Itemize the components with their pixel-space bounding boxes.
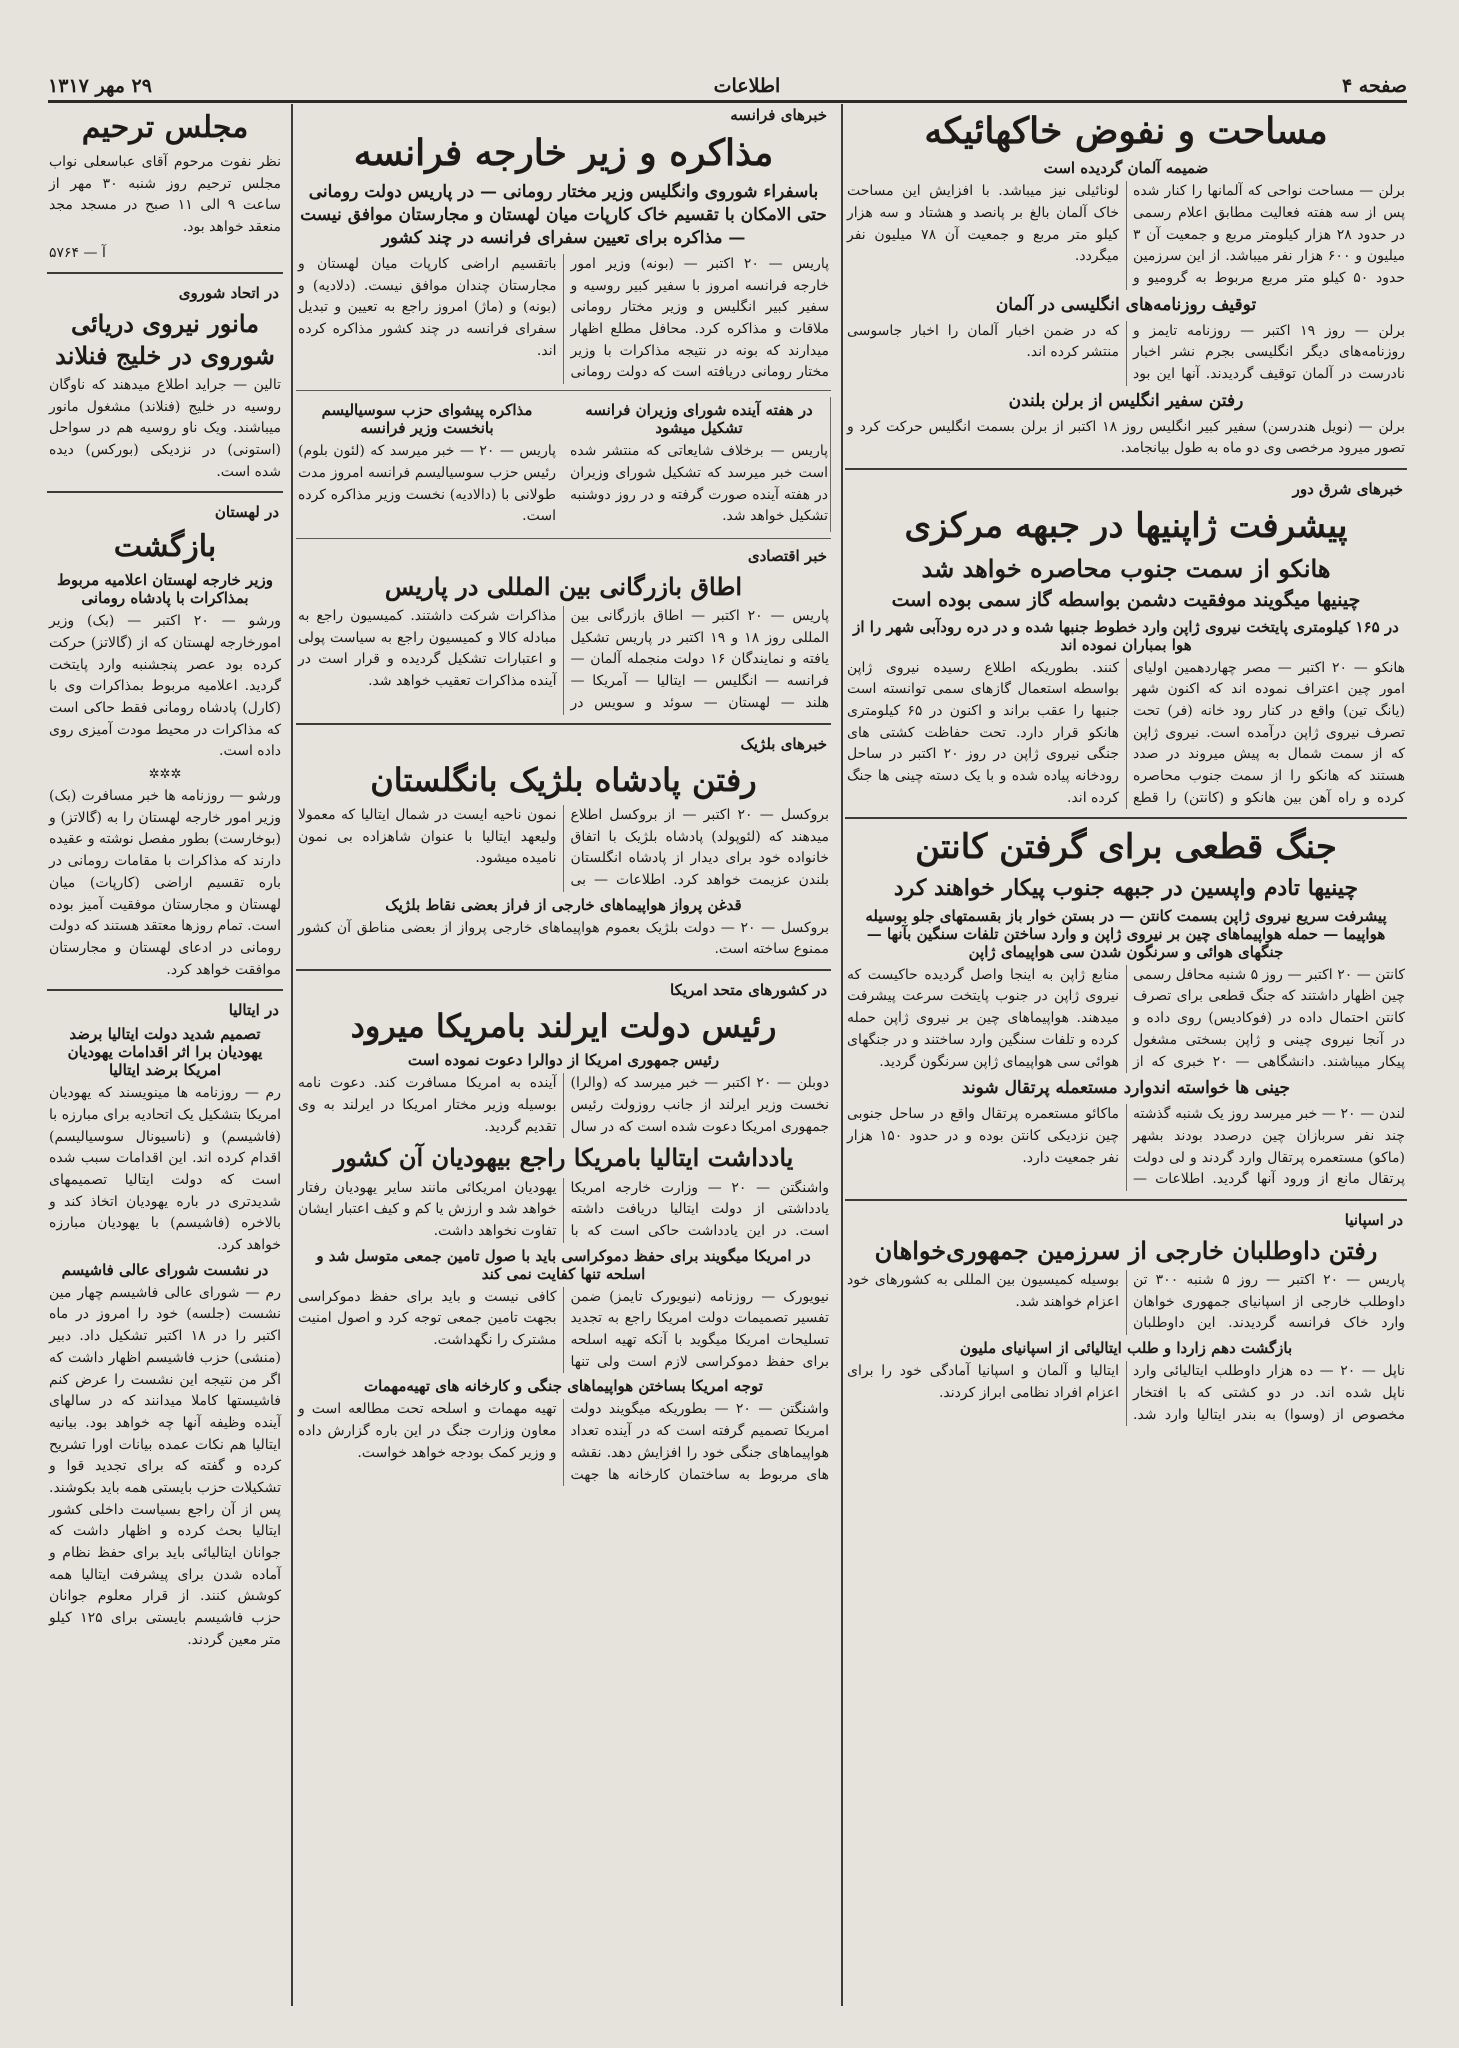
column-left <box>47 104 283 2006</box>
article-council-headline: در نشست شورای عالی فاشیسم <box>61 1260 269 1279</box>
divider <box>47 491 283 493</box>
issue-date: ۲۹ مهر ۱۳۱۷ <box>48 75 152 97</box>
article-italian-return-headline: بازگشت دهم زاردا و طلب ایتالیائی از اسپانیای ملیون <box>959 1339 1293 1358</box>
article-territory-subhead: ضمیمه آلمان گردیده است <box>1043 159 1209 178</box>
column-rule-2 <box>291 104 293 2006</box>
article-return-headline: بازگشت <box>113 529 217 565</box>
article-jews-body: رم — روزنامه ها مینویسند که یهودیان امریکا بتشکیل یک اتحادیه برای مبارزه با (فاشیسم) و (ناسیونال سوسیالیسم) اقدام کرده اند. این اقدامات سبب شده است که دولت ایتالیا تصمیمهای شدیدتری در باره یهودیان اتخاذ کند و بالاخره (فاشیسم) با یهودیان مبارزه خواهد کرد. <box>49 1085 281 1254</box>
article-flight-ban-body: بروکسل — ۲۰ — دولت بلژیک بعموم هواپیماهای خارجی پرواز از بعضی مناطق آن کشور ممنوع ساخته است. <box>298 919 829 958</box>
article-japan-advance-headline: پیشرفت ژاپنیها در جبهه مرکزی <box>904 505 1348 546</box>
page-number: صفحه ۴ <box>1341 75 1407 97</box>
article-italy-note-headline: یادداشت ایتالیا بامریکا راجع بیهودیان آن کشور <box>333 1143 794 1173</box>
notice-memorial-headline: مجلس ترحیم <box>81 110 249 145</box>
notice-memorial-code: آ — ۵۷۶۴ <box>49 244 106 261</box>
article-newspaper-ban-headline: توقیف روزنامه‌های انگلیسی در آلمان <box>995 294 1257 315</box>
article-ambassador-body: برلن — (نویل هندرسن) سفیر کبیر انگلیس روز ۱۸ اکتبر از برلن بسمت انگلیس حرکت کرد و تصور میرود مرخصی وی دو ماه به طول بیانجامد. <box>847 418 1405 457</box>
section-poland: در لهستان <box>214 503 279 522</box>
section-belgium: خبرهای بلژیک <box>740 734 827 753</box>
article-cabinet-body: پاریس — برخلاف شایعاتی که منتشر شده است خبر میرسد که تشکیل شورای وزیران در هفته آینده صورت گرفته و در روز دوشنبه تشکیل خواهد شد. <box>570 443 828 525</box>
newspaper-name: اطلاعات <box>713 75 781 97</box>
article-canton-subhead-1: چینیها تادم واپسین در جبهه جنوب پیکار خواهند کرد <box>893 875 1359 902</box>
section-spain: در اسپانیا <box>1344 1210 1403 1229</box>
divider <box>47 989 283 991</box>
divider <box>296 390 831 391</box>
article-flight-ban-headline: قدغن پرواز هواپیماهای خارجی از فراز بعضی نقاط بلژیک <box>385 895 742 914</box>
section-france: خبرهای فرانسه <box>730 106 827 124</box>
section-far-east: خبرهای شرق دور <box>1292 479 1403 498</box>
divider <box>845 817 1407 819</box>
article-italian-return-body: ناپل — ۲۰ — ده هزار داوطلب ایتالیائی وارد ناپل شده اند. در دو کشتی که با افتخار مخصوص از (وسوا) به بندر ایتالیا وارد شد. ایتالیا و آلمان و اسپانیا آمادگی خود را برای اعزام افراد نظامی ابراز کردند. <box>847 1363 1406 1423</box>
article-return-body: ورشو — ۲۰ اکتبر — (بک) وزیر امورخارجه لهستان که از (گالاتز) حرکت کرده بود عصر پنجشنبه وارد پایتخت گردید. اعلامیه مربوط بمذاکرات وی با (کارل) پادشاه رومانی فقط حاکی است که مذاکرات در محیط مودت آمیزی روی داده است. <box>49 613 281 760</box>
article-japan-advance-subhead-3: در ۱۶۵ کیلومتری پایتخت نیروی ژاپن وارد خطوط جنبها شده و در دره رودآبی شهر را از هوا بمباران نموده اند <box>853 617 1399 654</box>
divider <box>296 723 831 725</box>
article-aircraft-body: واشنگتن — ۲۰ — بطوریکه میگویند دولت امریکا تصمیم گرفته است که در آینده تعداد هواپیماهای جنگی خود را افزایش دهد. نقشه های مربوط به ساختمان کارخانه ها جهت تهیه مهمات و اسلحه تحت مطالعه است و معاون وزارت جنگ در این باره گزارش داده و وزیر کمک بودجه خواهد خواست. <box>298 1401 829 1483</box>
article-jews-headline: تصمیم شدید دولت ایتالیا برضد یهودیان برا اثر اقدامات یهودیان امریکا برضد ایتالیا <box>67 1025 263 1080</box>
article-macau-headline: جینی ها خواسته اندوارد مستعمله پرتقال شوند <box>961 1078 1290 1099</box>
article-naval-body: تالین — جراید اطلاع میدهند که ناوگان روسیه در خلیج (فنلاند) مشغول مانور میباشند. ویک ناو روسیه هم در سواحل (استونی) در نزدیکی (بورکس) دیده شده است. <box>49 376 281 480</box>
masthead <box>48 72 1407 103</box>
article-japan-advance-body: هانکو — ۲۰ اکتبر — مصر چهاردهمین اولیای امور چین اعتراف نموده اند که اکنون شهر (یانگ تین) واقع در کنار رود خانه (فر) تحت تصرف نیروی ژاپن درآمده است. نیروی ژاپن که از سمت شمال به پیش میروند در صدد هستند که هانکو را از سمت جنوب محاصره کرده و راه آهن بین هانکو و (کانتن) را قطع کنند. بطوریکه اطلاع رسیده نیروی ژاپن بواسطه استعمال گازهای سمی توانسته است جنبها را عقب براند و اکنون در ۶۵ کیلومتری هانکو قرار دارد. تحت حفاظت کشتی های جنگی نیروی ژاپن در روز ۲۰ اکتبر در ساحل رودخانه پیاده شده و با یک دسته چینی ها جنگ کرده اند. <box>847 659 1405 806</box>
notice-memorial-body: نظر نفوت مرحوم آقای عباسعلی نواب مجلس ترحیم روز شنبه ۳۰ مهر از ساعت ۹ الی ۱۱ صبح در مسجد مجد منعقد خواهد بود. <box>49 154 282 236</box>
divider <box>845 1199 1407 1201</box>
article-territory-body: برلن — مساحت نواحی که آلمانها را کنار شده پس از سه هفته فعالیت مطابق اعلام رسمی در حدود ۲۸ هزار کیلومتر مربع و جمعیت آن ۳ میلیون و ۶۰۰ هزار نفر میباشد. از این سرزمین حدود ۵۰ کیلو متر مربع مربوط به گرومیو و لونائیلی نیز میباشد. با افزایش این مساحت خاک آلمان بالغ بر پانصد و هشتاد و سه هزار کیلو متر مربع و جمعیت آن ۷۸ میلیون نفر میگردد. <box>847 183 1405 286</box>
article-democracy-body: نیویورک — روزنامه (نیویورک تایمز) ضمن تفسیر تصمیمات دولت امریکا راجع به تجدید تسلیحات امریکا میگوید با آنکه تهیه اسلحه برای حفظ دموکراسی لازم است ولی تنها کافی نیست و باید برای حفظ دموکراسی بجهت تامین جمعی توجه کرد و اصول امنیت مشترک را نگهداشت. <box>298 1288 829 1370</box>
divider <box>47 272 283 274</box>
article-democracy-headline: در امریکا میگویند برای حفظ دموکراسی باید با صول تامین جمعی متوسل شد و اسلحه تنها کفایت نمی کند <box>316 1246 811 1283</box>
article-ireland-subhead: رئیس جمهوری امریکا از دوالرا دعوت نموده است <box>407 1051 720 1070</box>
section-italy: در ایتالیا <box>228 1001 279 1020</box>
article-chamber-headline: اطاق بازرگانی بین المللی در پاریس <box>384 571 743 601</box>
divider <box>845 468 1407 470</box>
article-canton-body: کانتن — ۲۰ اکتبر — روز ۵ شنبه محافل رسمی چین اظهار داشتند که جنگ قطعی برای تصرف کانتن احتمال داده در (فوکادیس) روی داده و در آنجا نیروی چینی و ژاپن بسختی مشغول پیکار میباشند. دانشگاهی — ۲۰ خبری که از منابع ژاپن به اینجا واصل گردیده حاکیست که نیروی ژاپن در جنوب پایتخت سرعت پیشرفت میدهند. هواپیماهای چین بر نیروی ژاپن حمله کرده و تلفات سنگین وارد ساختند و در جنگهای هوائی سی هواپیمای ژاپن سرنگون گردید. <box>847 966 1406 1070</box>
article-council-body: رم — شورای عالی فاشیسم چهار مین نشست (جلسه) خود را امروز در ماه اکتبر را در ۱۸ اکتبر تشکیل داد. دبیر (منشی) حزب فاشیسم اظهار داشت که اگر من نتیجه این نشست را عرض کنم فاشیستها کاملا میدانند که در سالهای آینده وظیفه آنها چه خواهد بود. بیانیه ایتالیا هم نکات عمده بیانات اورا تشریح کرده و گفته که برای تجدید قوا و تشکیلات حزب بایستی همه باید بکوشند. پس از آن راجع بسیاست داخلی کشور ایتالیا بحث کرده و اظهار داشت که جوانان ایتالیائی باید برای حفظ نظام و آماده شدن برای پیشرفت ایتالیا همه کوشش کنند. از قرار معلوم جوانان حزب فاشیسم بایستی برای ۱۲۵ کیلو متر معین گردند. <box>49 1284 281 1648</box>
divider <box>296 969 831 971</box>
article-king-headline: رفتن پادشاه بلژیک بانگلستان <box>370 760 757 799</box>
article-return-body-2: ورشو — روزنامه ها خبر مسافرت (بک) وزیر امور خارجه لهستان را به (گالاتز) و (بوخارست) بطور مفصل نوشته و عقیده دارند که مذاکرات با مقامات رومانی در باره تقسیم اراضی (کارپات) میان لهستان و مجارستان موفقیت آمیز بوده است. تمام روزها معتقد هستند که دولت رومانی در ادعای لهستان و مجارستان موافقت خواهد کرد. <box>49 788 281 978</box>
article-cabinet-headline: در هفته آینده شورای وزیران فرانسه تشکیل میشود <box>585 401 813 438</box>
article-ireland-headline: رئیس دولت ایرلند بامریکا میرود <box>350 1007 777 1046</box>
article-ambassador-headline: رفتن سفیر انگلیس از برلن بلندن <box>1008 390 1244 411</box>
article-volunteers-headline: رفتن داوطلبان خارجی از سرزمین جمهوری‌خواهان <box>874 1235 1378 1265</box>
section-economy: خبر اقتصادی <box>747 546 827 565</box>
article-canton-headline: جنگ قطعی برای گرفتن کانتن <box>915 827 1337 868</box>
article-fm-talks-subhead: باسفراء شوروی وانگلیس وزیر مختار رومانی — در پاریس دولت رومانی حتی الامکان با تقسیم خاک کارپات میان لهستان و مجارستان موافق نیست — مذاکره برای تعیین سفرای فرانسه در چند کشور <box>300 182 827 249</box>
column-rule-1 <box>841 104 843 2006</box>
article-aircraft-headline: توجه امریکا بساختن هواپیماهای جنگی و کارخانه های تهیه‌مهمات <box>364 1377 763 1396</box>
divider <box>296 538 831 539</box>
column-middle <box>296 104 831 2006</box>
article-japan-advance-subhead-2: چینیها میگویند موفقیت دشمن بواسطه گاز سمی بوده است <box>891 588 1361 611</box>
article-territory-headline: مساحت و نفوض خاکهائیکه <box>924 110 1328 152</box>
article-fm-talks-headline: مذاکره و زیر خارجه فرانسه <box>353 132 774 174</box>
article-naval-headline: مانور نیروی دریائی شوروی در خلیج فنلاند <box>55 309 275 370</box>
article-socialist-body: پاریس — ۲۰ — خبر میرسد که (لئون بلوم) رئیس حزب سوسیالیسم فرانسه امروز مدت طولانی با (دالادیه) نخست وزیر مذاکره کرده است. <box>298 443 556 525</box>
article-ireland-body: دوبلن — ۲۰ اکتبر — خبر میرسد که (والرا) نخست وزیر ایرلند از جانب روزولت رئیس جمهوری امریکا دعوت شده است که در سال آینده به امریکا مسافرت کند. دعوت نامه بوسیله وزیر مختار امریکا در ایرلند به وی تقدیم گردید. <box>298 1075 830 1135</box>
article-italy-note-body: واشنگتن — ۲۰ — وزارت خارجه امریکا یادداشتی از دولت ایتالیا دریافت داشته است. در این یادداشت حاکی است که با یهودیان امریکائی مانند سایر یهودیان رفتار خواهد شد و ارزش یا کم و کیف اعتبار ایشان تفاوت نخواهد داشت. <box>298 1179 829 1240</box>
article-newspaper-ban-body: برلن — روز ۱۹ اکتبر — روزنامه تایمز و روزنامه‌های دیگر انگلیسی بجرم نشر اخبار نادرست در آلمان توقیف گردیدند. آنها این بود که در ضمن اخبار آلمان را اخبار جاسوسی منتشر کرده اند. <box>847 322 1405 382</box>
article-return-subhead: وزیر خارجه لهستان اعلامیه مربوط بمذاکرات با پادشاه رومانی <box>57 571 273 608</box>
article-socialist-headline: مذاکره پیشوای حزب سوسیالیسم بانخست وزیر فرانسه <box>321 401 533 438</box>
star-ornament-icon: ✲✲✲ <box>148 767 182 783</box>
column-right <box>845 104 1407 2006</box>
article-chamber-body: پاریس — ۲۰ اکتبر — اطاق بازرگانی بین المللی روز ۱۸ و ۱۹ اکتبر در پاریس تشکیل یافته و نمایندگان ۱۶ دولت منجمله آلمان — فرانسه — انگلیس — ایتالیا — آمریکا — هلند — لهستان — سوئد و سویس در مذاکرات شرکت داشتند. کمیسیون راجع به مبادله کالا و کمیسیون راجع به سیاست پولی و اعتبارات تشکیل گردیده و قرار است در آینده مذاکرات تعقیب خواهد شد. <box>298 608 829 711</box>
article-king-body: بروکسل — ۲۰ اکتبر — از بروکسل اطلاع میدهند که (لئوپولد) پادشاه بلژیک با اتفاق خانواده خود برای دیدار از پادشاه انگلستان بلندن عزیمت خواهد کرد. اطلاعات — بی نمون ناحیه ایست در شمال ایتالیا که معمولا ولیعهد ایتالیا با عنوان شاهزاده بی نمون نامیده میشود. <box>298 806 829 888</box>
article-canton-subhead-2: پیشرفت سریع نیروی ژاپن بسمت کانتن — در بستن خوار باز بقسمتهای جلو بوسیله هواپیما — حمله هواپیماهای چین بر نیروی ژاپن و وارد ساختن تلفات سنگین بآنها — جنگهای هوائی و سرنگون شدن سی هواپیمای ژاپن <box>865 906 1387 961</box>
section-usa: در کشورهای متحد امریکا <box>670 981 827 1000</box>
section-soviet: در اتحاد شوروی <box>178 284 279 303</box>
article-japan-advance-subhead-1: هانکو از سمت جنوب محاصره خواهد شد <box>921 553 1331 583</box>
article-volunteers-body: پاریس — ۲۰ اکتبر — روز ۵ شنبه ۳۰۰ تن داوطلب خارجی از اسپانیای جمهوری خواهان وارد خاک فرانسه گردیدند. این داوطلبان بوسیله کمیسیون بین المللی به کشورهای خود اعزام خواهند شد. <box>847 1272 1405 1332</box>
article-macau-body: لندن — ۲۰ — خبر میرسد روز یک شنبه گذشته چند نفر سربازان چین درصدد بودند بشهر (ماکو) مستعمره پرتقال وارد گردند و لی دولت پرتقال مانع از ورود آنها گردید. اطلاعات — ماکائو مستعمره پرتقال واقع در ساحل جنوبی چین نزدیکی کانتن بوده و در حدود ۱۵۰ هزار نفر جمعیت دارد. <box>847 1106 1405 1188</box>
article-fm-talks-body: پاریس — ۲۰ اکتبر — (بونه) وزیر امور خارجه فرانسه امروز با سفیر کبیر روسیه و سفیر کبیر انگلیس و وزیر مختار رومانی ملاقات و مذاکره کرد. محافل مطلع اظهار میدارند که بونه در نتیجه مذاکرات با وزیر مختار رومانی دریافته است که دولت رومانی باتقسیم اراضی کارپات میان لهستان و مجارستان چندان موافق نیست. (دلادیه) و (بونه) و (ماژ) امروز راجع به تعیین و تبدیل سفرای فرانسه در چند کشور مذاکره کرده اند. <box>298 256 829 381</box>
